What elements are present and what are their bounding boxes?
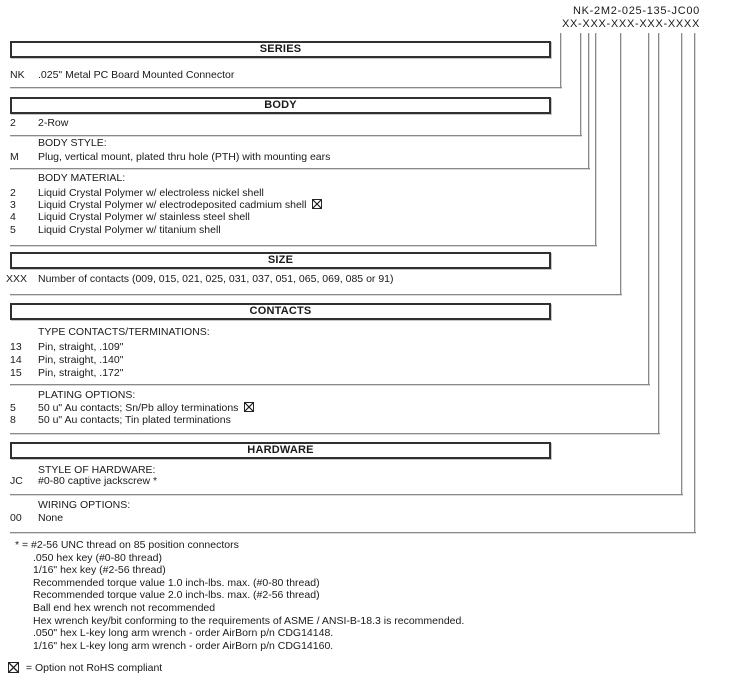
size-row xyxy=(0,273,680,286)
plating-rule xyxy=(10,433,660,435)
body-style-row xyxy=(0,151,680,164)
hardware-style-desc: #0-80 captive jackscrew * xyxy=(38,475,158,487)
wiring-subtitle: WIRING OPTIONS: xyxy=(38,499,131,511)
rohs-legend-text: = Option not RoHS compliant xyxy=(25,662,163,674)
footnote-line: .050 hex key (#0-80 thread) xyxy=(33,551,162,564)
series-header: SERIES xyxy=(10,41,551,58)
body-material-desc: Liquid Crystal Polymer w/ electroless nickel shell xyxy=(38,187,264,199)
hardware-style-subtitle: STYLE OF HARDWARE: xyxy=(38,464,156,476)
plating-code: 8 xyxy=(10,414,16,426)
footnote-line: * = #2-56 UNC thread on 85 position connectors xyxy=(15,539,239,551)
footnotes xyxy=(15,539,464,652)
hardware-style-row xyxy=(0,475,680,488)
connector-line-hardware-style xyxy=(681,33,683,496)
plating-subtitle: PLATING OPTIONS: xyxy=(38,389,136,401)
body-material-desc: Liquid Crystal Polymer w/ stainless steel shell xyxy=(38,211,250,223)
footnote-line: .050" hex L-key long arm wrench - order AirBorn p/n CDG14148. xyxy=(33,627,334,640)
body-material-code: 3 xyxy=(10,199,16,211)
not-rohs-icon xyxy=(312,199,322,209)
wiring-rule xyxy=(10,532,696,534)
plating-code: 5 xyxy=(10,402,16,414)
contacts-type-row xyxy=(0,354,680,367)
size-rule xyxy=(10,294,622,296)
contacts-header: CONTACTS xyxy=(10,303,551,320)
footnote-line: 1/16" hex key (#2-56 thread) xyxy=(33,564,166,577)
contacts-type-row xyxy=(0,367,680,380)
contacts-type-code: 13 xyxy=(10,341,22,353)
wiring-desc: None xyxy=(38,512,64,524)
body-material-desc xyxy=(38,199,322,211)
part-number-mask: XX-XXX-XXX-XXX-XXXX xyxy=(561,18,700,30)
wiring-code: 00 xyxy=(10,512,22,524)
body-style-rule xyxy=(10,168,590,170)
body-material-code: 2 xyxy=(10,187,16,199)
contacts-type-desc: Pin, straight, .172" xyxy=(38,367,124,379)
series-code: NK xyxy=(10,69,25,81)
connector-line-wiring xyxy=(694,33,696,534)
wiring-row xyxy=(0,512,680,525)
contacts-type-row xyxy=(0,341,680,354)
body-style-code: M xyxy=(10,151,19,163)
body-material-subtitle: BODY MATERIAL: xyxy=(38,172,126,184)
hardware-style-code: JC xyxy=(10,475,23,487)
body-material-code: 4 xyxy=(10,211,16,223)
footnote-line: Recommended torque value 2.0 inch-lbs. max. (#2-56 thread) xyxy=(33,589,320,602)
footnote-line: Ball end hex wrench not recommended xyxy=(33,601,216,614)
part-number-example: NK-2M2-025-135-JC00 xyxy=(572,5,700,17)
body-row xyxy=(0,117,680,130)
plating-desc-text: 50 u" Au contacts; Sn/Pb alloy terminations xyxy=(38,402,239,414)
size-desc: Number of contacts (009, 015, 021, 025, 031, 037, 051, 065, 069, 085 or 91) xyxy=(38,273,394,285)
body-material-desc: Liquid Crystal Polymer w/ titanium shell xyxy=(38,224,221,236)
footnote-line: Recommended torque value 1.0 inch-lbs. max. (#0-80 thread) xyxy=(33,576,320,589)
body-desc: 2-Row xyxy=(38,117,69,129)
contacts-type-code: 15 xyxy=(10,367,22,379)
body-code: 2 xyxy=(10,117,16,129)
contacts-type-code: 14 xyxy=(10,354,22,366)
plating-desc xyxy=(38,402,254,414)
footnote-line: 1/16" hex L-key long arm wrench - order AirBorn p/n CDG14160. xyxy=(33,639,334,652)
rohs-legend xyxy=(8,662,162,674)
contacts-type-desc: Pin, straight, .140" xyxy=(38,354,124,366)
body-material-desc-text: Liquid Crystal Polymer w/ electrodeposited cadmium shell xyxy=(38,199,307,211)
body-material-row xyxy=(0,211,680,224)
hardware-header: HARDWARE xyxy=(10,442,551,459)
body-style-desc: Plug, vertical mount, plated thru hole (PTH) with mounting ears xyxy=(38,151,331,163)
body-header: BODY xyxy=(10,97,551,114)
contacts-type-subtitle: TYPE CONTACTS/TERMINATIONS: xyxy=(38,326,210,338)
size-header: SIZE xyxy=(10,252,551,269)
plating-row xyxy=(0,414,680,427)
contacts-type-desc: Pin, straight, .109" xyxy=(38,341,124,353)
not-rohs-icon xyxy=(244,402,254,412)
body-material-code: 5 xyxy=(10,224,16,236)
connector-line-body-style xyxy=(588,33,590,170)
series-rule xyxy=(10,87,562,89)
not-rohs-icon xyxy=(8,662,19,673)
contacts-type-rule xyxy=(10,384,650,386)
series-row xyxy=(0,69,680,82)
footnote-line: Hex wrench key/bit conforming to the requirements of ASME / ANSI-B-18.3 is recommended. xyxy=(33,614,465,627)
plating-desc: 50 u" Au contacts; Tin plated terminations xyxy=(38,414,231,426)
hardware-style-rule xyxy=(10,494,683,496)
body-style-subtitle: BODY STYLE: xyxy=(38,137,107,149)
series-desc: .025" Metal PC Board Mounted Connector xyxy=(38,69,235,81)
size-code: XXX xyxy=(6,273,28,285)
body-material-rule xyxy=(10,245,597,247)
body-material-row xyxy=(0,224,680,237)
